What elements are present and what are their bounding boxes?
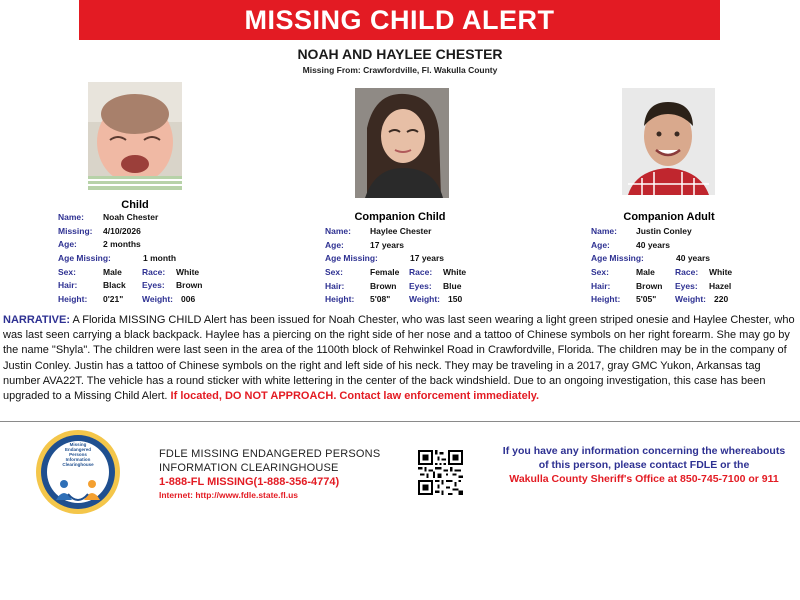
field-value: 40 years (636, 239, 671, 250)
field-value: 5'08" (370, 294, 391, 305)
org-line-2: INFORMATION CLEARINGHOUSE (159, 462, 339, 474)
info-row (58, 239, 238, 253)
info-row (591, 294, 771, 308)
info-row (58, 212, 238, 226)
field-label: Age Missing: (58, 253, 111, 264)
qr-code-icon[interactable] (418, 450, 463, 495)
info-row (325, 267, 505, 281)
fdle-logo (34, 428, 122, 516)
field-label: Height: (58, 294, 88, 305)
child-info (58, 212, 238, 308)
companion-adult-photo (622, 88, 715, 195)
field-value: Brown (176, 280, 203, 291)
field-value: Justin Conley (636, 226, 692, 236)
field-label: Weight: (675, 294, 707, 305)
field-label: Hair: (591, 280, 611, 291)
field-value: Brown (370, 280, 397, 291)
missing-from: Missing From: Crawfordville, Fl. Wakulla County (302, 65, 498, 75)
hotline-phone: 1-888-FL MISSING(1-888-356-4774) (159, 476, 340, 488)
info-row (325, 253, 505, 267)
field-label: Age Missing: (325, 253, 378, 264)
field-value: 5'05" (636, 294, 657, 305)
field-label: Name: (58, 212, 84, 222)
field-value: 17 years (370, 239, 405, 250)
field-label: Eyes: (142, 280, 165, 291)
field-label: Hair: (58, 280, 78, 291)
info-row (58, 253, 238, 267)
field-value: White (443, 267, 467, 278)
info-row (591, 240, 771, 254)
field-value: 006 (181, 294, 196, 305)
contact-line-1: If you have any information concerning the whereabouts (502, 445, 786, 457)
field-label: Weight: (409, 294, 441, 305)
field-value: 1 month (143, 253, 177, 264)
field-value: Haylee Chester (370, 226, 432, 236)
field-value: Blue (443, 280, 462, 291)
field-value: Brown (636, 280, 663, 291)
contact-info (488, 444, 800, 486)
field-value: 40 years (676, 253, 711, 264)
narrative-text: A Florida MISSING CHILD Alert has been issued for Noah Chester, who was last seen wearing a light green striped onesie and Haylee Chester, who was last seen carrying a black backpack. Haylee has a piercing on the right side of her nose and a tattoo of Chinese symbols on her right forearm. She may go by the name "Shyla". The children were last seen in the area of the 1100th block of Rehwinkel Road in Crawfordville, Florida. The children may be in the company of Justin Conley. Justin has a tattoo of Chinese symbols on the right and left side of his neck. They may be traveling in a 2017, gray GMC Yukon, Arkansas tag number AVA22T. The vehicle has a round sticker with white lettering in the center of the back windshield. Due to an ongoing investigation, this case has been upgraded to a Missing Child Alert. (3, 314, 795, 403)
field-value: 0'21" (103, 294, 124, 305)
narrative-label: NARRATIVE: (3, 314, 71, 326)
field-label: Height: (591, 294, 621, 305)
info-row (591, 281, 771, 295)
contact-line-2: of this person, please contact FDLE or the (538, 459, 750, 471)
field-label: Age: (58, 239, 77, 250)
field-value: Female (370, 267, 400, 278)
field-value: Male (636, 267, 655, 278)
field-value: Black (103, 280, 126, 291)
field-label: Missing: (58, 225, 93, 236)
info-row (325, 294, 505, 308)
field-value: Hazel (709, 280, 732, 291)
field-label: Weight: (142, 294, 174, 305)
info-row (325, 226, 505, 240)
field-value: Noah Chester (103, 212, 159, 222)
org-line-1: FDLE MISSING ENDANGERED PERSONS (159, 448, 381, 460)
field-label: Sex: (325, 267, 343, 278)
field-label: Eyes: (675, 280, 698, 291)
field-label: Sex: (58, 266, 76, 277)
field-value: White (176, 266, 200, 277)
field-label: Eyes: (409, 280, 432, 291)
field-label: Name: (325, 226, 351, 236)
field-label: Age: (325, 239, 344, 250)
field-value: 150 (448, 294, 463, 305)
field-label: Race: (409, 267, 433, 278)
info-row (591, 226, 771, 240)
info-row (58, 294, 238, 308)
internet-link[interactable]: Internet: http://www.fdle.state.fl.us (159, 490, 298, 500)
subject-names: NOAH AND HAYLEE CHESTER (297, 46, 503, 62)
info-row (591, 267, 771, 281)
fdle-info (159, 447, 380, 501)
field-label: Height: (325, 294, 355, 305)
field-value: 17 years (410, 253, 445, 264)
field-value: 2 months (103, 239, 141, 250)
field-label: Race: (142, 266, 166, 277)
field-value: 4/10/2026 (103, 225, 141, 236)
companion-adult-heading: Companion Adult (623, 211, 715, 223)
narrative-warning: If located, DO NOT APPROACH. Contact law enforcement immediately. (170, 390, 540, 403)
alert-banner: MISSING CHILD ALERT (79, 0, 720, 40)
info-row (58, 267, 238, 281)
field-label: Name: (591, 226, 617, 236)
footer-divider (0, 421, 800, 422)
companion-adult-info (591, 226, 771, 308)
field-label: Age: (591, 239, 610, 250)
info-row (591, 253, 771, 267)
field-label: Sex: (591, 267, 609, 278)
info-row (325, 281, 505, 295)
companion-child-photo (355, 88, 449, 198)
companion-child-info (325, 226, 505, 308)
narrative (3, 313, 798, 404)
logo-text: Missing Endangered Persons Information Clearinghouse (62, 442, 94, 467)
child-photo (88, 82, 182, 190)
info-row (58, 280, 238, 294)
field-label: Age Missing: (591, 253, 644, 264)
field-value: Male (103, 266, 122, 277)
field-value: 220 (714, 294, 729, 305)
child-heading: Child (121, 199, 149, 211)
field-label: Race: (675, 267, 699, 278)
info-row (58, 226, 238, 240)
companion-child-heading: Companion Child (354, 211, 446, 223)
info-row (325, 240, 505, 254)
field-value: White (709, 267, 733, 278)
contact-line-3: Wakulla County Sheriff's Office at 850-745-7100 or 911 (509, 473, 779, 485)
field-label: Hair: (325, 280, 345, 291)
